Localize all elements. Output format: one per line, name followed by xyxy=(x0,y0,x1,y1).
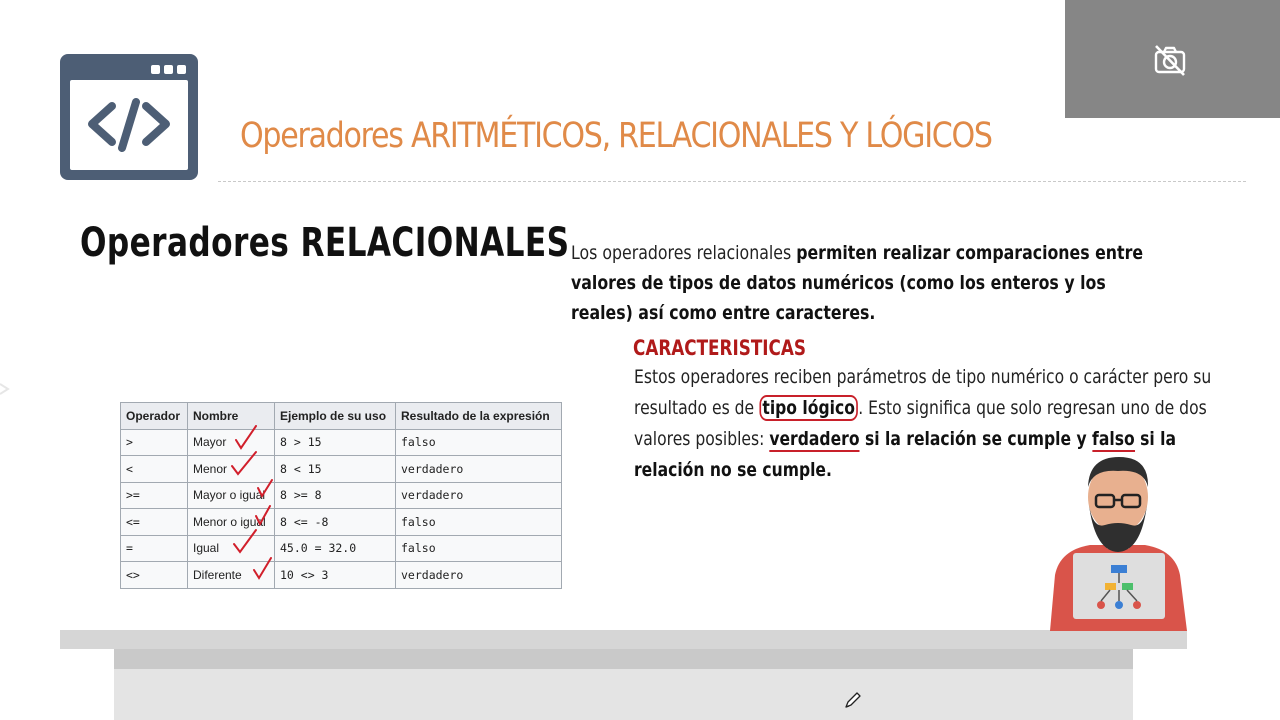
characteristics-text-bold: si la relación se cumple y xyxy=(859,428,1093,450)
cell-name: Menor o igual xyxy=(188,509,275,536)
header-name: Nombre xyxy=(188,403,275,430)
cell-result: falso xyxy=(396,509,562,536)
cell-example: 8 < 15 xyxy=(275,456,396,483)
edge-handle-icon xyxy=(0,378,22,400)
characteristics-heading: CARACTERISTICAS xyxy=(633,336,806,360)
cell-example: 8 >= 8 xyxy=(275,482,396,509)
characteristics-text: Estos operadores reciben parámetros de tipo numérico o carácter pero su resultado es de xyxy=(634,366,1212,419)
cell-operator: <> xyxy=(121,562,188,589)
characteristics-text-bold: si la relación no se cumple. xyxy=(634,428,1176,481)
table-row xyxy=(121,482,562,509)
table-header-row xyxy=(121,403,562,430)
cell-example: 8 <= -8 xyxy=(275,509,396,536)
window-dot xyxy=(151,65,160,74)
false-term: falso xyxy=(1092,428,1135,450)
table-row xyxy=(121,562,562,589)
circled-term: tipo lógico xyxy=(759,395,858,421)
code-window-icon xyxy=(60,54,198,180)
cell-operator: <= xyxy=(121,509,188,536)
cell-result: verdadero xyxy=(396,482,562,509)
window-dot xyxy=(177,65,186,74)
section-heading: Operadores RELACIONALES xyxy=(80,220,570,266)
cell-example: 10 <> 3 xyxy=(275,562,396,589)
desk-shadow xyxy=(114,649,1133,669)
cell-example: 8 > 15 xyxy=(275,429,396,456)
cell-name: Diferente xyxy=(188,562,275,589)
cell-operator: = xyxy=(121,535,188,562)
cell-result: falso xyxy=(396,535,562,562)
camera-panel[interactable] xyxy=(1065,0,1280,118)
header-operator: Operador xyxy=(121,403,188,430)
intro-plain: Los operadores relacionales xyxy=(571,242,797,264)
cell-name: Menor xyxy=(188,456,275,483)
operators-table xyxy=(120,402,562,589)
cell-operator: >= xyxy=(121,482,188,509)
cell-operator: > xyxy=(121,429,188,456)
cell-result: falso xyxy=(396,429,562,456)
window-dot xyxy=(164,65,173,74)
code-brackets-icon xyxy=(70,80,188,170)
cell-name: Mayor xyxy=(188,429,275,456)
slide-title: Operadores ARITMÉTICOS, RELACIONALES Y LÓGICOS xyxy=(240,116,992,156)
title-divider xyxy=(218,181,1246,182)
table-row xyxy=(121,509,562,536)
table-row xyxy=(121,535,562,562)
cell-result: verdadero xyxy=(396,562,562,589)
intro-paragraph xyxy=(571,238,1169,328)
table-row xyxy=(121,456,562,483)
cell-name: Igual xyxy=(188,535,275,562)
header-result: Resultado de la expresión xyxy=(396,403,562,430)
table-row xyxy=(121,429,562,456)
presenter-illustration xyxy=(1045,455,1190,631)
intro-bold: permiten realizar comparaciones entre valores de tipos de datos numéricos (como los enteros y los reales) así como entre caracteres. xyxy=(571,242,1144,324)
camera-off-icon[interactable] xyxy=(1153,43,1187,77)
desk-top xyxy=(60,630,1187,649)
true-term: verdadero xyxy=(769,428,860,450)
code-window-body xyxy=(70,80,188,170)
cell-result: verdadero xyxy=(396,456,562,483)
pen-cursor-icon xyxy=(843,690,863,710)
characteristics-text: . Esto significa que solo regresan uno de dos valores posibles: xyxy=(634,397,1207,450)
cell-name: Mayor o igual xyxy=(188,482,275,509)
cell-operator: < xyxy=(121,456,188,483)
cell-example: 45.0 = 32.0 xyxy=(275,535,396,562)
header-example: Ejemplo de su uso xyxy=(275,403,396,430)
